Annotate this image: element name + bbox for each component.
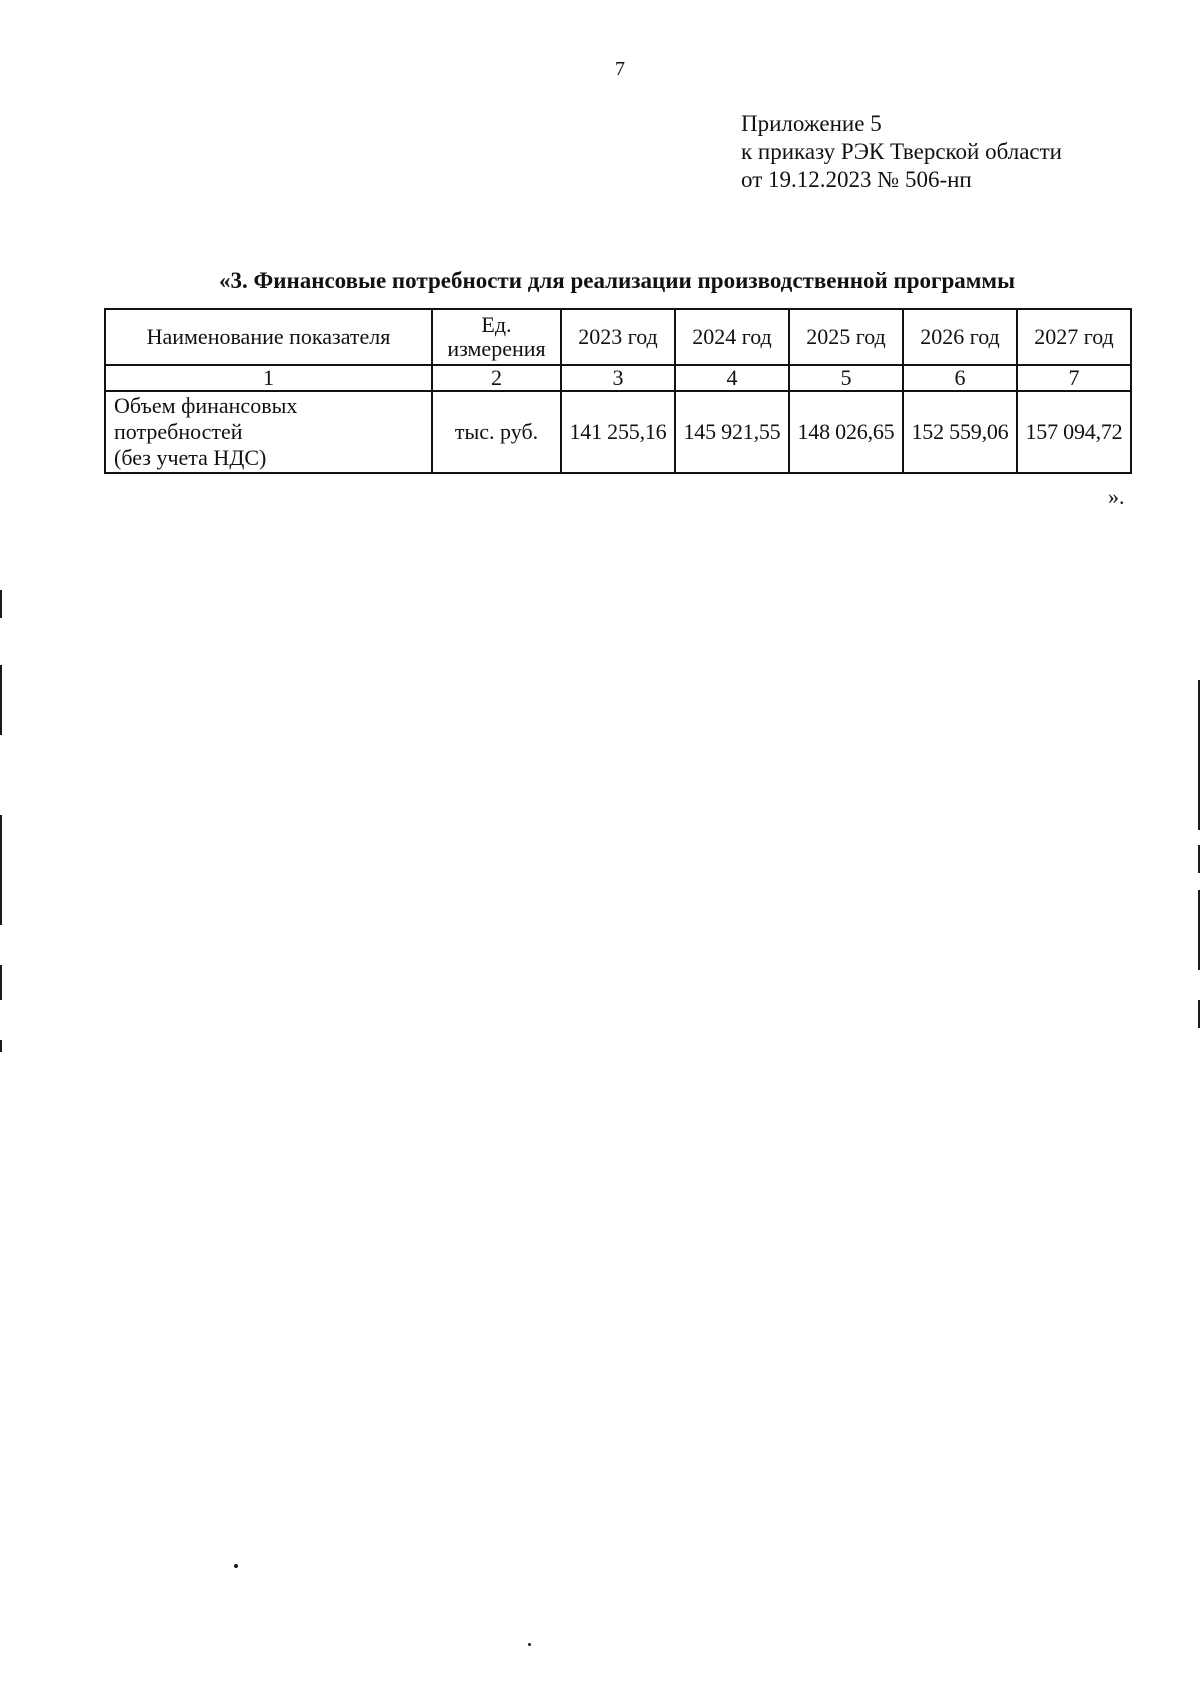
indicator-name-line: Объем финансовых <box>114 393 298 418</box>
table-column-number-row <box>105 365 1131 391</box>
unit-cell: тыс. руб. <box>432 391 561 473</box>
closing-quote: ». <box>1108 484 1125 509</box>
column-number: 3 <box>561 365 675 391</box>
column-number: 2 <box>432 365 561 391</box>
table-header-row <box>105 309 1131 365</box>
section-title: «3. Финансовые потребности для реализации производственной программы <box>218 268 1016 293</box>
value-2025: 148 026,65 <box>789 391 903 473</box>
indicator-name-cell <box>105 391 432 473</box>
column-number: 1 <box>105 365 432 391</box>
scan-artifact-left-edge <box>0 590 2 618</box>
header-indicator-name: Наименование показателя <box>105 309 432 365</box>
header-year-2023: 2023 год <box>561 309 675 365</box>
header-year-2024: 2024 год <box>675 309 789 365</box>
financial-needs-table <box>104 308 1132 474</box>
column-number: 5 <box>789 365 903 391</box>
scan-artifact-left-edge <box>0 665 2 735</box>
appendix-title: Приложение 5 <box>741 111 882 136</box>
indicator-name-line: (без учета НДС) <box>114 445 267 470</box>
value-2023: 141 255,16 <box>561 391 675 473</box>
scan-artifact-dot <box>234 1564 238 1568</box>
header-year-2026: 2026 год <box>903 309 1017 365</box>
value-2026: 152 559,06 <box>903 391 1017 473</box>
header-year-2027: 2027 год <box>1017 309 1131 365</box>
column-number: 7 <box>1017 365 1131 391</box>
value-2024: 145 921,55 <box>675 391 789 473</box>
appendix-order-date: от 19.12.2023 № 506-нп <box>741 167 972 192</box>
table-row <box>105 391 1131 473</box>
scan-artifact-left-edge <box>0 815 2 925</box>
column-number: 6 <box>903 365 1017 391</box>
value-2027: 157 094,72 <box>1017 391 1131 473</box>
scan-artifact-left-edge <box>0 1040 2 1052</box>
column-number: 4 <box>675 365 789 391</box>
scan-artifact-dot <box>528 1643 531 1646</box>
indicator-name-line: потребностей <box>114 419 243 444</box>
appendix-block <box>741 110 1062 194</box>
appendix-order-reference: к приказу РЭК Тверской области <box>741 139 1062 164</box>
header-unit: Ед. измерения <box>432 309 561 365</box>
scan-artifact-left-edge <box>0 965 2 1000</box>
page-number: 7 <box>615 58 625 80</box>
header-year-2025: 2025 год <box>789 309 903 365</box>
